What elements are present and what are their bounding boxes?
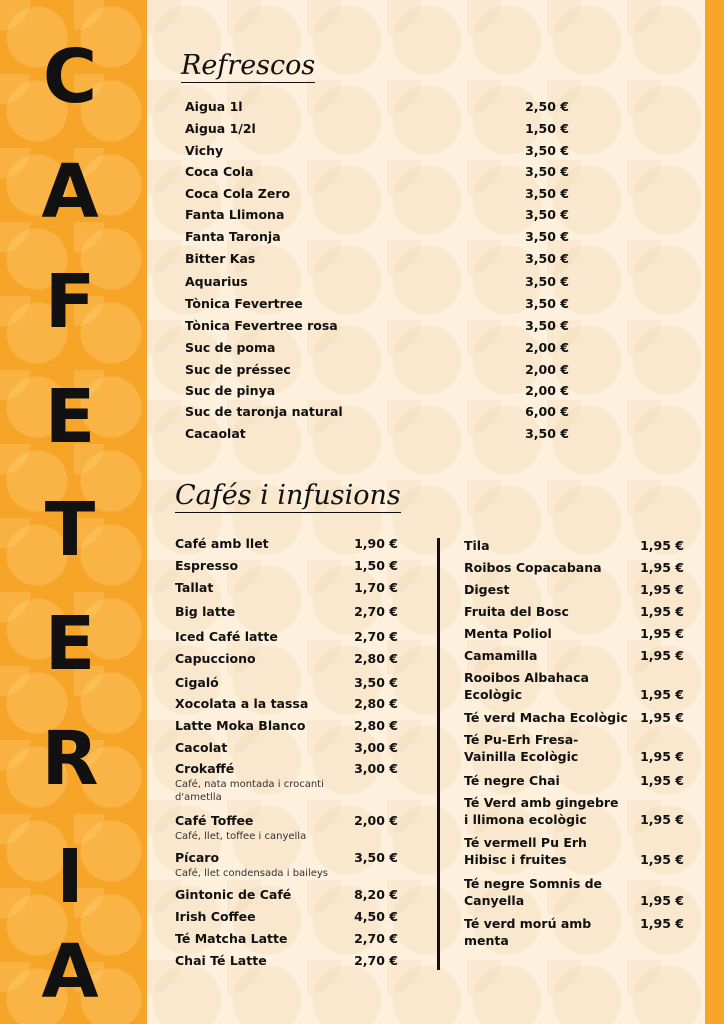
menu-item-price: 2,50 € <box>525 99 569 114</box>
menu-item-name <box>464 604 640 621</box>
menu-item <box>175 718 398 735</box>
menu-item-name <box>464 732 624 766</box>
menu-item-label: Té Pu-Erh Fresa-Vainilla Ecològic <box>464 732 579 764</box>
menu-item-label: Roibos Copacabana <box>464 560 602 575</box>
menu-item-label: Irish Coffee <box>175 909 256 924</box>
menu-item-price: 8,20 € <box>354 887 398 902</box>
menu-item-label: Cacolat <box>175 740 228 755</box>
menu-item-name <box>175 761 354 804</box>
menu-item-name <box>185 318 525 335</box>
menu-item-price: 1,95 € <box>640 748 684 764</box>
menu-item-label: Tònica Fevertree <box>185 296 303 311</box>
menu-item-label: Té negre Chai <box>464 773 560 788</box>
menu-item-price: 6,00 € <box>525 404 569 419</box>
menu-item-price: 1,95 € <box>640 811 684 827</box>
menu-item <box>185 143 569 160</box>
menu-item-label: Coca Cola <box>185 164 254 179</box>
menu-item <box>185 340 569 357</box>
menu-item <box>185 404 569 421</box>
menu-item <box>185 121 569 138</box>
menu-item-name <box>175 536 354 553</box>
menu-item-price: 3,50 € <box>525 229 569 244</box>
menu-item-label: Té verd morú amb menta <box>464 916 592 948</box>
menu-item-price: 1,95 € <box>640 560 684 575</box>
menu-item-price: 1,95 € <box>640 892 684 908</box>
menu-item <box>464 773 684 790</box>
menu-item-name <box>175 850 354 880</box>
menu-item-label: Suc de poma <box>185 340 276 355</box>
menu-item-price: 1,95 € <box>640 710 684 725</box>
menu-item <box>175 558 398 575</box>
menu-item-name <box>185 143 525 160</box>
menu-item-name <box>464 710 640 727</box>
side-letter: F <box>44 259 96 345</box>
menu-item-price: 1,95 € <box>640 773 684 788</box>
menu-item-price: 2,70 € <box>354 931 398 946</box>
menu-item <box>185 186 569 203</box>
menu-item-price: 2,00 € <box>525 340 569 355</box>
menu-item <box>175 629 398 646</box>
menu-item-price: 1,95 € <box>640 538 684 553</box>
menu-item <box>175 887 398 904</box>
menu-item-price: 4,50 € <box>354 909 398 924</box>
menu-item-name <box>185 251 525 268</box>
menu-item-name <box>175 696 354 713</box>
menu-item-name <box>185 121 525 138</box>
menu-item-price: 1,95 € <box>640 582 684 597</box>
menu-item-name <box>175 718 354 735</box>
menu-item-label: Gintonic de Café <box>175 887 292 902</box>
menu-item-name <box>175 651 354 668</box>
menu-item-name <box>185 340 525 357</box>
menu-item-name <box>175 909 354 926</box>
menu-item-label: Café Toffee <box>175 813 254 828</box>
menu-item-label: Espresso <box>175 558 239 573</box>
menu-item <box>175 909 398 926</box>
menu-item <box>185 251 569 268</box>
column-divider <box>437 538 440 970</box>
menu-item-label: Vichy <box>185 143 224 158</box>
menu-item-name <box>464 876 624 910</box>
menu-item-price: 1,50 € <box>354 558 398 573</box>
menu-item-name <box>464 560 640 577</box>
menu-item-name <box>175 953 354 970</box>
menu-item <box>175 761 398 804</box>
menu-item-name <box>185 207 525 224</box>
menu-item-name <box>185 99 525 116</box>
side-letter: C <box>42 34 98 120</box>
menu-item-name <box>175 580 354 597</box>
menu-item-price: 1,50 € <box>525 121 569 136</box>
menu-item-name <box>464 538 640 555</box>
side-letter: E <box>44 374 96 460</box>
menu-item <box>175 850 398 880</box>
menu-item-name <box>185 229 525 246</box>
menu-item-label: Té Verd amb gingebre i llimona ecològic <box>464 795 619 827</box>
menu-item-name <box>175 629 354 646</box>
menu-item-price: 3,50 € <box>525 318 569 333</box>
menu-item-description: Café, nata montada i crocanti d'ametlla <box>175 778 324 803</box>
menu-item-name <box>464 582 640 599</box>
right-orange-band <box>705 0 724 1024</box>
menu-item <box>464 670 684 704</box>
menu-item-price: 1,95 € <box>640 648 684 663</box>
menu-item <box>175 536 398 553</box>
menu-item-name <box>185 296 525 313</box>
menu-item-price: 2,00 € <box>354 813 398 828</box>
side-letter: A <box>41 149 99 235</box>
menu-item-label: Aquarius <box>185 274 248 289</box>
menu-item <box>185 296 569 313</box>
menu-item <box>175 953 398 970</box>
menu-item-label: Aigua 1l <box>185 99 243 114</box>
menu-item <box>464 560 684 577</box>
menu-item-label: Latte Moka Blanco <box>175 718 306 733</box>
menu-item-name <box>464 626 640 643</box>
menu-item <box>464 538 684 555</box>
menu-item-label: Cigaló <box>175 675 219 690</box>
menu-item-label: Chai Té Latte <box>175 953 267 968</box>
menu-item <box>175 813 398 843</box>
menu-item-price: 2,70 € <box>354 604 398 619</box>
menu-item-price: 2,80 € <box>354 718 398 733</box>
menu-item-name <box>185 362 525 379</box>
menu-item-label: Tallat <box>175 580 214 595</box>
menu-item <box>175 696 398 713</box>
menu-item <box>185 383 569 400</box>
menu-item <box>185 164 569 181</box>
menu-item <box>464 732 684 766</box>
menu-item-price: 3,50 € <box>525 186 569 201</box>
menu-item-name <box>175 558 354 575</box>
menu-item <box>185 274 569 291</box>
menu-item <box>464 648 684 665</box>
section-title-cafes: Cafés i infusions <box>175 480 401 511</box>
menu-item-label: Rooibos Albahaca Ecològic <box>464 670 589 702</box>
menu-item-price: 1,95 € <box>640 604 684 619</box>
menu-item <box>464 795 684 829</box>
side-letter: E <box>44 601 96 687</box>
menu-item-price: 1,95 € <box>640 686 684 702</box>
menu-item-price: 1,95 € <box>640 916 684 931</box>
menu-item-price: 3,50 € <box>354 850 398 865</box>
menu-item-name <box>175 931 354 948</box>
menu-item-price: 1,95 € <box>640 626 684 641</box>
menu-item-name <box>175 740 354 757</box>
menu-item <box>185 99 569 116</box>
menu-item-label: Suc de préssec <box>185 362 291 377</box>
menu-item-name <box>185 404 525 421</box>
menu-item-price: 1,90 € <box>354 536 398 551</box>
menu-item <box>175 651 398 668</box>
menu-item-name <box>464 916 640 950</box>
menu-item <box>185 362 569 379</box>
menu-item <box>464 710 684 727</box>
menu-item-label: Té negre Somnis de Canyella <box>464 876 603 908</box>
menu-item-label: Iced Café latte <box>175 629 278 644</box>
side-letter: I <box>56 834 84 920</box>
menu-item-label: Digest <box>464 582 510 597</box>
menu-item <box>185 318 569 335</box>
menu-item-label: Café amb llet <box>175 536 269 551</box>
menu-item-name <box>464 670 624 704</box>
menu-item <box>175 931 398 948</box>
menu-item-price: 3,50 € <box>525 296 569 311</box>
menu-item-price: 2,00 € <box>525 383 569 398</box>
menu-item-name <box>464 773 640 790</box>
menu-item-label: Big latte <box>175 604 236 619</box>
menu-item-label: Capucciono <box>175 651 256 666</box>
menu-item-description: Café, llet condensada i baileys <box>175 867 329 879</box>
menu-item-label: Fruita del Bosc <box>464 604 569 619</box>
menu-item <box>185 207 569 224</box>
menu-item-label: Tònica Fevertree rosa <box>185 318 338 333</box>
menu-item-label: Suc de pinya <box>185 383 276 398</box>
menu-item-name <box>185 383 525 400</box>
menu-item-label: Camamilla <box>464 648 538 663</box>
menu-item-name <box>185 426 525 443</box>
menu-item-label: Bitter Kas <box>185 251 256 266</box>
menu-item-name <box>175 604 354 621</box>
menu-item-price: 2,70 € <box>354 953 398 968</box>
menu-item-label: Té vermell Pu Erh Hibisc i fruites <box>464 835 587 867</box>
menu-item-name <box>185 164 525 181</box>
menu-item-price: 1,95 € <box>640 851 684 867</box>
menu-item-price: 3,50 € <box>525 143 569 158</box>
menu-item-label: Aigua 1/2l <box>185 121 256 136</box>
menu-item-description: Café, llet, toffee i canyella <box>175 830 307 842</box>
side-letter: R <box>41 716 99 802</box>
menu-item-name <box>464 795 624 829</box>
menu-item <box>464 604 684 621</box>
menu-item-label: Cacaolat <box>185 426 246 441</box>
menu-item-price: 3,50 € <box>354 675 398 690</box>
menu-item-label: Xocolata a la tassa <box>175 696 309 711</box>
menu-item-price: 3,50 € <box>525 426 569 441</box>
menu-item-price: 3,50 € <box>525 251 569 266</box>
menu-item <box>185 229 569 246</box>
menu-item-name <box>464 648 640 665</box>
menu-item-price: 2,70 € <box>354 629 398 644</box>
menu-item-name <box>175 887 354 904</box>
menu-item <box>464 582 684 599</box>
menu-item-label: Suc de taronja natural <box>185 404 343 419</box>
side-letter: T <box>44 487 96 573</box>
menu-item <box>464 876 684 910</box>
menu-item <box>464 916 684 950</box>
menu-item-label: Coca Cola Zero <box>185 186 291 201</box>
menu-item-label: Pícaro <box>175 850 220 865</box>
menu-item <box>175 580 398 597</box>
menu-item <box>175 675 398 692</box>
menu-item-name <box>464 835 624 869</box>
menu-item-price: 2,80 € <box>354 696 398 711</box>
menu-item-label: Té verd Macha Ecològic <box>464 710 628 725</box>
menu-item-price: 1,70 € <box>354 580 398 595</box>
menu-item <box>464 626 684 643</box>
menu-item-name <box>175 675 354 692</box>
menu-item-price: 3,50 € <box>525 164 569 179</box>
menu-item-price: 2,80 € <box>354 651 398 666</box>
menu-item <box>175 740 398 757</box>
menu-item-label: Fanta Llimona <box>185 207 285 222</box>
menu-item-name <box>175 813 354 843</box>
menu-item-label: Fanta Taronja <box>185 229 281 244</box>
menu-item-label: Crokaffé <box>175 761 235 776</box>
menu-item-name <box>185 274 525 291</box>
menu-item-label: Té Matcha Latte <box>175 931 288 946</box>
menu-item-name <box>185 186 525 203</box>
menu-item <box>175 604 398 621</box>
menu-item <box>185 426 569 443</box>
menu-item-label: Menta Poliol <box>464 626 552 641</box>
menu-item-price: 2,00 € <box>525 362 569 377</box>
side-letter: A <box>41 929 99 1015</box>
menu-item-label: Tila <box>464 538 490 553</box>
menu-item <box>464 835 684 869</box>
section-title-refrescos: Refrescos <box>181 50 316 81</box>
menu-item-price: 3,00 € <box>354 740 398 755</box>
menu-item-price: 3,00 € <box>354 761 398 776</box>
menu-item-price: 3,50 € <box>525 207 569 222</box>
menu-item-price: 3,50 € <box>525 274 569 289</box>
